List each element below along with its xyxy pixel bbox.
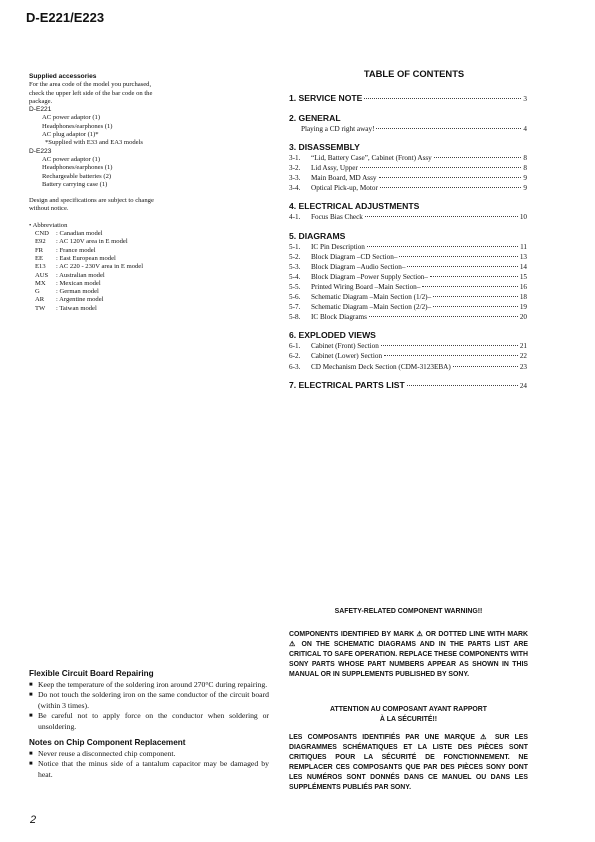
bullet-text: Never reuse a disconnected chip component. [38, 749, 176, 759]
abbreviation-code: E92 [35, 238, 46, 246]
safety-title-en: SAFETY-RELATED COMPONENT WARNING!! [334, 608, 483, 615]
leader-dots [433, 306, 518, 307]
toc-entry-label: Cabinet (Front) Section [311, 342, 379, 351]
bullet-item [29, 680, 269, 690]
abbreviation-row [29, 255, 274, 263]
leader-dots [380, 187, 522, 188]
abbreviation-desc: : Mexican model [56, 279, 101, 287]
spec-note-line: without notice. [29, 205, 69, 213]
bullet-text: Keep the temperature of the soldering iron around 270°C during repairing. [38, 680, 268, 689]
toc-entry-label: IC Pin Description [311, 242, 365, 251]
abbreviation-row [29, 296, 274, 304]
toc-entry-label: Main Board, MD Assy [311, 174, 377, 183]
accessory-item: Rechargeable batteries (2) [42, 172, 112, 180]
leader-dots [384, 355, 518, 356]
leader-dots [379, 177, 522, 178]
toc-page-number: 24 [519, 381, 527, 390]
abbreviation-row [29, 230, 274, 238]
toc-entry[interactable] [289, 252, 527, 262]
abbreviation-code: TW [35, 304, 46, 312]
document-header-title: D-E221/E223 [26, 10, 105, 25]
abbreviation-row [29, 280, 274, 288]
accessory-item: Headphones/earphones (1) [42, 164, 113, 172]
toc-page-number: 21 [519, 342, 527, 351]
toc-entry-number: 5-3. [289, 262, 301, 271]
abbreviation-code: AR [35, 296, 45, 304]
toc-entry-number: 6-1. [289, 342, 301, 351]
abbreviation-list [29, 230, 274, 313]
toc-entry-label: Lid Assy, Upper [311, 164, 358, 173]
safety-title-fr-line: ATTENTION AU COMPOSANT AYANT RAPPORT [330, 705, 487, 713]
toc-sections [289, 93, 527, 392]
bullet-square-icon: ■ [29, 713, 33, 720]
accessory-item: AC plug adaptor (1)* [42, 131, 99, 139]
toc-page-number: 18 [519, 293, 527, 302]
abbreviation-code: G [35, 288, 40, 296]
toc-page-number: 11 [520, 242, 527, 251]
toc-section-heading[interactable]: 3. DISASSEMBLY [289, 142, 360, 153]
abbreviation-desc: : East European model [56, 254, 116, 262]
toc-page-number: 16 [519, 282, 527, 291]
toc-entry-number: 6-3. [289, 362, 301, 371]
toc-entry-label: Block Diagram –Audio Section– [311, 262, 406, 271]
leader-dots [453, 366, 518, 367]
toc-entry-label: Cabinet (Lower) Section [311, 352, 383, 361]
safety-text-en: COMPONENTS IDENTIFIED BY MARK ⚠ OR DOTTED LINE WITH MARK ⚠ ON THE SCHEMATIC DIAGRAMS AND IN THE PARTS LIST ARE CRITICAL TO SAFE OPERATION. REPLACE THESE COMPONENTS WITH SONY PARTS WHOSE PART NUMBERS APPEAR AS SHOWN IN THIS MANUAL OR IN SUPPLEMENTS PUBLISHED BY SONY. [289, 631, 528, 679]
toc-section-heading[interactable]: 6. EXPLODED VIEWS [289, 330, 376, 341]
toc-page-number: 22 [519, 352, 527, 361]
table-of-contents [289, 68, 527, 400]
toc-page-number: 20 [519, 313, 527, 322]
abbreviation-desc: : Canadian model [56, 230, 103, 238]
accessories-intro-line: For the area code of the model you purchased, [29, 81, 152, 89]
bullet-text: Be careful not to apply force on the conductor when soldering or unsoldering. [38, 711, 269, 731]
toc-entry-label: Schematic Diagram –Main Section (1/2)– [311, 293, 432, 302]
toc-entry[interactable] [289, 362, 527, 372]
accessory-note: *Supplied with E33 and EA3 models [45, 139, 143, 147]
leader-dots [364, 98, 521, 99]
toc-entry-label: Focus Bias Check [311, 213, 363, 222]
abbreviation-desc: : Australian model [56, 271, 105, 279]
abbreviation-desc: : France model [56, 246, 96, 254]
toc-entry-number: 5-8. [289, 313, 301, 322]
toc-entry[interactable] [289, 262, 527, 272]
abbreviation-desc: : Argentine model [56, 296, 104, 304]
leader-dots [407, 385, 518, 386]
model-name: D-E221 [29, 106, 52, 114]
leader-dots [367, 246, 518, 247]
toc-entry-number: 5-1. [289, 242, 301, 251]
abbreviation-code: E13 [35, 263, 46, 271]
toc-entry[interactable] [289, 124, 527, 134]
toc-entry-number: 5-6. [289, 293, 301, 302]
leader-dots [399, 256, 517, 257]
abbreviation-row [29, 263, 274, 271]
toc-title: TABLE OF CONTENTS [363, 68, 465, 79]
toc-page-number: 9 [523, 184, 527, 193]
toc-entry[interactable] [289, 153, 527, 163]
toc-page-number: 10 [519, 213, 527, 222]
toc-section-heading[interactable]: 2. GENERAL [289, 113, 341, 123]
abbreviation-row [29, 238, 274, 246]
abbreviation-row [29, 305, 274, 313]
toc-entry[interactable] [289, 173, 527, 183]
toc-entry-label: Block Diagram –Power Supply Section– [311, 272, 428, 281]
toc-entry[interactable] [289, 351, 527, 361]
abbreviation-desc: : Taiwan model [56, 304, 97, 312]
accessories-block [29, 73, 274, 313]
leader-dots [369, 316, 518, 317]
toc-entry-label: “Lid, Battery Case”, Cabinet (Front) Assy [311, 154, 432, 163]
abbreviation-code: EE [35, 254, 44, 262]
bullet-item [29, 759, 269, 780]
safety-title-fr-line: À LA SÉCURITÉ!! [379, 715, 438, 723]
bullet-square-icon: ■ [29, 692, 33, 699]
toc-section [289, 142, 527, 193]
toc-page-number: 9 [523, 174, 527, 183]
page-number: 2 [30, 814, 37, 826]
toc-entry-number: 3-1. [289, 154, 301, 163]
abbreviation-code: FR [35, 246, 44, 254]
bullet-text: Do not touch the soldering iron on the same conductor of the circuit board (within 3 times). [38, 690, 269, 710]
toc-entry-number: 6-2. [289, 352, 301, 361]
abbreviation-code: AUS [35, 271, 49, 279]
model-name: D-E223 [29, 147, 52, 155]
abbreviation-desc: : German model [56, 288, 99, 296]
chip-replacement-title: Notes on Chip Component Replacement [29, 738, 186, 748]
leader-dots [381, 345, 518, 346]
accessories-title: Supplied accessories [29, 73, 97, 80]
toc-entry-number: 3-4. [289, 184, 301, 193]
toc-page-number: 15 [519, 272, 527, 281]
toc-entry-label: CD Mechanism Deck Section (CDM-3123EBA) [311, 362, 451, 371]
safety-warning [289, 607, 528, 817]
toc-entry-number: 5-2. [289, 252, 301, 261]
toc-entry-number: 4-1. [289, 213, 301, 222]
toc-entry[interactable] [289, 312, 527, 322]
leader-dots [422, 286, 517, 287]
toc-entry-label: Schematic Diagram –Main Section (2/2)– [311, 303, 432, 312]
toc-page-number: 8 [523, 154, 527, 163]
toc-section [289, 113, 527, 134]
toc-section [289, 93, 527, 105]
toc-page-number: 19 [519, 303, 527, 312]
toc-section-heading[interactable] [289, 380, 527, 392]
accessory-item: AC power adaptor (1) [42, 155, 101, 163]
toc-section [289, 231, 527, 323]
toc-entry[interactable] [289, 282, 527, 292]
leader-dots [376, 128, 521, 129]
abbreviation-title: • Abbreviation [29, 221, 68, 229]
bullet-item [29, 690, 269, 711]
abbreviation-desc: : AC 120V area in E model [56, 238, 128, 246]
toc-page-number: 14 [519, 262, 527, 271]
repair-notes [29, 669, 269, 780]
leader-dots [365, 216, 518, 217]
safety-text-fr: LES COMPOSANTS IDENTIFIÉS PAR UNE MARQUE ⚠ SUR LES DIAGRAMMES SCHÉMATIQUES ET LA LISTE DES PIÈCES SONT CRITIQUES POUR LA SÉCURITÉ DE FONCTIONNEMENT. NE REMPLACER CES COMPOSANTS QUE PAR DES PIÈCES SONY DONT LES NUMÉROS SONT DONNÉS DANS CE MANUEL OU DANS LES SUPPLÉMENTS PUBLIÉS PAR SONY. [289, 733, 528, 792]
bullet-square-icon: ■ [29, 682, 33, 688]
flex-board-title: Flexible Circuit Board Repairing [29, 669, 154, 678]
leader-dots [434, 157, 522, 158]
toc-entry-number: 5-7. [289, 303, 301, 312]
abbreviation-desc: : AC 220 - 230V area in E model [56, 263, 144, 271]
toc-page-number: 13 [519, 252, 527, 261]
toc-entry-label: Block Diagram –CD Section– [311, 252, 398, 261]
leader-dots [360, 167, 522, 168]
toc-entry[interactable] [289, 272, 527, 282]
accessory-item: AC power adaptor (1) [42, 114, 101, 122]
bullet-item [29, 711, 269, 732]
leader-dots [407, 266, 517, 267]
toc-section-heading[interactable]: 4. ELECTRICAL ADJUSTMENTS [289, 201, 420, 212]
toc-page-number: 23 [519, 362, 527, 371]
toc-section [289, 380, 527, 392]
toc-entry-label: Playing a CD right away! [301, 125, 375, 133]
abbreviation-code: MX [35, 279, 46, 287]
toc-entry[interactable] [289, 302, 527, 312]
safety-title-fr [289, 705, 528, 725]
toc-entry-label: Printed Wiring Board –Main Section– [311, 282, 421, 291]
toc-section [289, 201, 527, 222]
toc-entry-number: 3-3. [289, 174, 301, 183]
toc-entry[interactable] [289, 242, 527, 252]
toc-entry[interactable] [289, 183, 527, 193]
leader-dots [430, 276, 518, 277]
spec-note-line: Design and specifications are subject to change [29, 197, 154, 205]
accessory-item: Headphones/earphones (1) [42, 122, 113, 130]
leader-dots [433, 296, 518, 297]
accessory-item: Battery carrying case (1) [42, 180, 108, 188]
bullet-square-icon: ■ [29, 751, 33, 758]
bullet-text: Notice that the minus side of a tantalum capacitor may be damaged by heat. [38, 759, 269, 779]
abbreviation-row [29, 272, 274, 280]
toc-entry-label: IC Block Diagrams [311, 313, 367, 322]
toc-section [289, 330, 527, 371]
bullet-item [29, 749, 269, 759]
toc-entry-number: 3-2. [289, 164, 301, 173]
toc-entry-number: 5-5. [289, 282, 301, 291]
toc-entry[interactable] [289, 212, 527, 222]
toc-entry[interactable] [289, 292, 527, 302]
accessories-intro-line: package. [29, 97, 53, 105]
toc-page-number: 3 [523, 95, 527, 103]
toc-section-heading-label: 1. SERVICE NOTE [289, 93, 363, 103]
accessories-intro-line: check the upper left side of the bar code on the [29, 89, 153, 97]
toc-section-heading[interactable] [289, 93, 527, 105]
abbreviation-row [29, 288, 274, 296]
bullet-square-icon: ■ [29, 761, 33, 768]
abbreviation-row [29, 247, 274, 255]
toc-page-number: 8 [523, 164, 527, 173]
toc-page-number: 4 [523, 125, 527, 133]
toc-entry[interactable] [289, 341, 527, 351]
toc-entry-number: 5-4. [289, 272, 301, 281]
abbreviation-code: CND [35, 230, 49, 238]
toc-entry[interactable] [289, 163, 527, 173]
toc-section-heading[interactable]: 5. DIAGRAMS [289, 230, 346, 241]
toc-section-heading-label: 7. ELECTRICAL PARTS LIST [289, 379, 405, 390]
toc-entry-label: Optical Pick-up, Motor [311, 184, 378, 193]
